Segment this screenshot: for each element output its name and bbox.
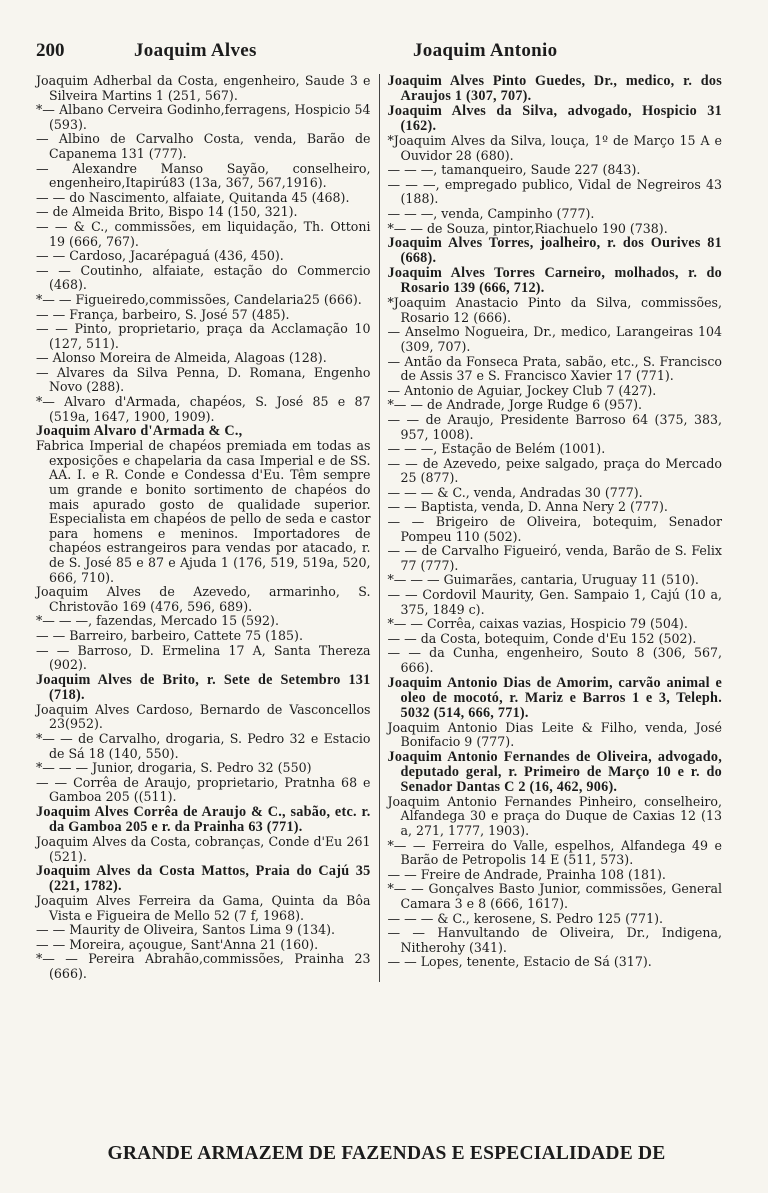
directory-entry: — — & C., commissões, em liquidação, Th. Ottoni 19 (666, 767). [36,218,371,249]
directory-entry: — Alonso Moreira de Almeida, Alagoas (128). [36,350,327,366]
directory-entry: *— — Corrêa, caixas vazias, Hospicio 79 (504). [387,616,688,632]
directory-entry: Joaquim Antonio Dias Leite & Filho, venda, José Bonifacio 9 (777). [387,719,722,750]
directory-entry: — — —, empregado publico, Vidal de Negreiros 43 (188). [387,176,722,207]
directory-entry: Joaquim Alves de Brito, r. Sete de Setembro 131 (718). [36,671,371,703]
directory-entry: — — Freire de Andrade, Prainha 108 (181). [387,866,666,882]
footer-banner: GRANDE ARMAZEM DE FAZENDAS E ESPECIALIDADE DE [107,1143,666,1164]
directory-entry: — — Cardoso, Jacarépaguá (436, 450). [36,248,284,264]
directory-entry: *— Alvaro d'Armada, chapéos, S. José 85 e 87 (519a, 1647, 1900, 1909). [36,394,371,424]
entry-columns [36,74,722,982]
directory-entry: *Joaquim Anastacio Pinto da Silva, commissões, Rosario 12 (666). [387,295,722,325]
directory-entry: *— — —, fazendas, Mercado 15 (592). [36,613,279,629]
left-column [36,74,380,982]
directory-entry: — — Coutinho, alfaiate, estação do Commercio (468). [36,262,371,293]
directory-entry: — — da Cunha, engenheiro, Souto 8 (306, 567, 666). [387,645,722,675]
directory-entry: Joaquim Alves da Costa Mattos, Praia do Cajú 35 (221, 1782). [36,863,371,895]
directory-entry: — — Cordovil Maurity, Gen. Sampaio 1, Cajú (10 a, 375, 1849 c). [387,587,722,617]
directory-entry: — de Almeida Brito, Bispo 14 (150, 321). [36,204,298,220]
directory-entry: *— — Pereira Abrahão,commissões, Prainha 23 (666). [36,951,371,982]
page-header [36,40,722,66]
directory-entry: *— — — Guimarães, cantaria, Uruguay 11 (510). [387,572,699,588]
running-head-left: Joaquim Alves [134,40,257,61]
right-column [380,74,723,982]
directory-entry: — — do Nascimento, alfaiate, Quitanda 45 (468). [36,189,350,205]
directory-entry: — — França, barbeiro, S. José 57 (485). [36,306,290,322]
directory-entry: Joaquim Alves Torres, joalheiro, r. dos Ourives 81 (668). [387,235,722,267]
page-number: 200 [36,40,65,61]
directory-entry: Joaquim Antonio Fernandes Pinheiro, conselheiro, Alfandega 30 e praça do Duque de Caxias 12 (13 a, 271, 1777, 1903). [387,793,722,838]
directory-entry: — — Baptista, venda, D. Anna Nery 2 (777). [387,499,668,515]
directory-entry: Joaquim Alves Cardoso, Bernardo de Vasconcellos 23(952). [36,701,371,732]
directory-entry: — — Brigeiro de Oliveira, botequim, Senador Pompeu 110 (502). [387,514,722,544]
directory-entry: — — — & C., venda, Andradas 30 (777). [387,484,643,500]
directory-entry: — — Moreira, açougue, Sant'Anna 21 (160). [36,936,319,952]
directory-entry: — Antonio de Aguiar, Jockey Club 7 (427). [387,382,657,398]
directory-entry: Joaquim Antonio Dias de Amorim, carvão animal e oleo de mocotó, r. Mariz e Barros 1 e 3, Teleph. 5032 (514, 666, 771). [387,674,722,721]
directory-entry: — Alvares da Silva Penna, D. Romana, Engenho Novo (288). [36,364,371,395]
directory-entry: *— — de Souza, pintor,Riachuelo 190 (738). [387,220,668,236]
directory-entry: — — Barroso, D. Ermelina 17 A, Santa Thereza (902). [36,642,371,673]
directory-entry: *— — de Carvalho, drogaria, S. Pedro 32 e Estacio de Sá 18 (140, 550). [36,730,371,761]
directory-entry: — — —, Estação de Belém (1001). [387,441,606,457]
directory-entry: — — —, tamanqueiro, Saude 227 (843). [387,162,641,178]
directory-entry: *— — Ferreira do Valle, espelhos, Alfandega 49 e Barão de Petropolis 14 E (511, 573). [387,837,722,868]
directory-entry: — — Corrêa de Araujo, proprietario, Pratnha 68 e Gamboa 205 ((511). [36,774,371,805]
directory-entry: Joaquim Adherbal da Costa, engenheiro, Saude 3 e Silveira Martins 1 (251, 567). [36,73,371,103]
directory-entry: *— — — Junior, drogaria, S. Pedro 32 (550) [36,760,312,776]
directory-entry: — — da Costa, botequim, Conde d'Eu 152 (502). [387,630,697,646]
running-head-right: Joaquim Antonio [413,40,558,61]
directory-entry: Joaquim Alves Ferreira da Gama, Quinta da Bôa Vista e Figueira de Mello 52 (7 f, 1968). [36,893,371,923]
directory-entry: — — Hanvultando de Oliveira, Dr., Indigena, Nitherohy (341). [387,925,722,955]
directory-entry: Joaquim Alves Torres Carneiro, molhados, r. do Rosario 139 (666, 712). [387,265,722,297]
directory-entry: — — de Azevedo, peixe salgado, praça do Mercado 25 (877). [387,455,722,486]
directory-entry: — Antão da Fonseca Prata, sabão, etc., S. Francisco de Assis 37 e S. Francisco Xavier 17 (771). [387,353,722,384]
directory-entry: *— — de Andrade, Jorge Rudge 6 (957). [387,397,643,413]
directory-entry: — — de Carvalho Figueiró, venda, Barão de S. Felix 77 (777). [387,543,722,573]
directory-entry: — — Pinto, proprietario, praça da Acclamação 10 (127, 511). [36,321,371,351]
directory-entry: Joaquim Alves Pinto Guedes, Dr., medico, r. dos Araujos 1 (307, 707). [387,73,722,104]
directory-entry: — — Lopes, tenente, Estacio de Sá (317). [387,954,652,970]
directory-entry: — — de Araujo, Presidente Barroso 64 (375, 383, 957, 1008). [387,411,722,442]
directory-entry: — Alexandre Manso Sayão, conselheiro, engenheiro,Itapirú83 (13a, 367, 567,1916). [36,160,371,191]
directory-entry: — — —, venda, Campinho (777). [387,205,595,221]
directory-entry: Joaquim Alves de Azevedo, armarinho, S. Christovão 169 (476, 596, 689). [36,584,371,614]
directory-entry: — Anselmo Nogueira, Dr., medico, Larangeiras 104 (309, 707). [387,324,722,354]
directory-entry: Joaquim Alves Corrêa de Araujo & C., sabão, etc. r. da Gamboa 205 e r. da Prainha 63 (771). [36,803,371,835]
directory-entry: Joaquim Alves da Costa, cobranças, Conde d'Eu 261 (521). [36,833,371,864]
directory-entry: Joaquim Alvaro d'Armada & C., [36,423,243,440]
directory-entry: — — — & C., kerosene, S. Pedro 125 (771). [387,910,663,926]
directory-entry: *— Albano Cerveira Godinho,ferragens, Hospicio 54 (593). [36,102,371,132]
directory-entry: Joaquim Antonio Fernandes de Oliveira, advogado, deputado geral, r. Primeiro de Março 10 e r. do Senador Dantas C 2 (16, 462, 906). [387,748,722,795]
directory-entry: Fabrica Imperial de chapéos premiada em todas as exposições e chapelaria da casa Imperial e de SS. AA. I. e R. Conde e Condessa d'Eu. Têm sempre um grande e bonito sortimento de chapéos do mais apurado gosto de qualidade superior. Especialista em chapéos de pello de seda e castor para homens e meninos. Importadores de chapéos estrangeiros para vendas por atacado, r. de S. José 85 e 87 e Ajuda 1 (176, 519, 519a, 520, 666, 710). [36,438,371,585]
directory-entry: — Albino de Carvalho Costa, venda, Barão de Capanema 131 (777). [36,131,371,161]
directory-entry: — — Maurity de Oliveira, Santos Lima 9 (134). [36,922,336,938]
directory-entry: *— — Gonçalves Basto Junior, commissões, General Camara 3 e 8 (666, 1617). [387,881,722,911]
directory-entry: Joaquim Alves da Silva, advogado, Hospicio 31 (162). [387,103,722,134]
directory-entry: — — Barreiro, barbeiro, Cattete 75 (185). [36,627,303,643]
directory-entry: *— — Figueiredo,commissões, Candelaria25 (666). [36,291,362,307]
directory-entry: *Joaquim Alves da Silva, louça, 1º de Março 15 A e Ouvidor 28 (680). [387,133,722,163]
